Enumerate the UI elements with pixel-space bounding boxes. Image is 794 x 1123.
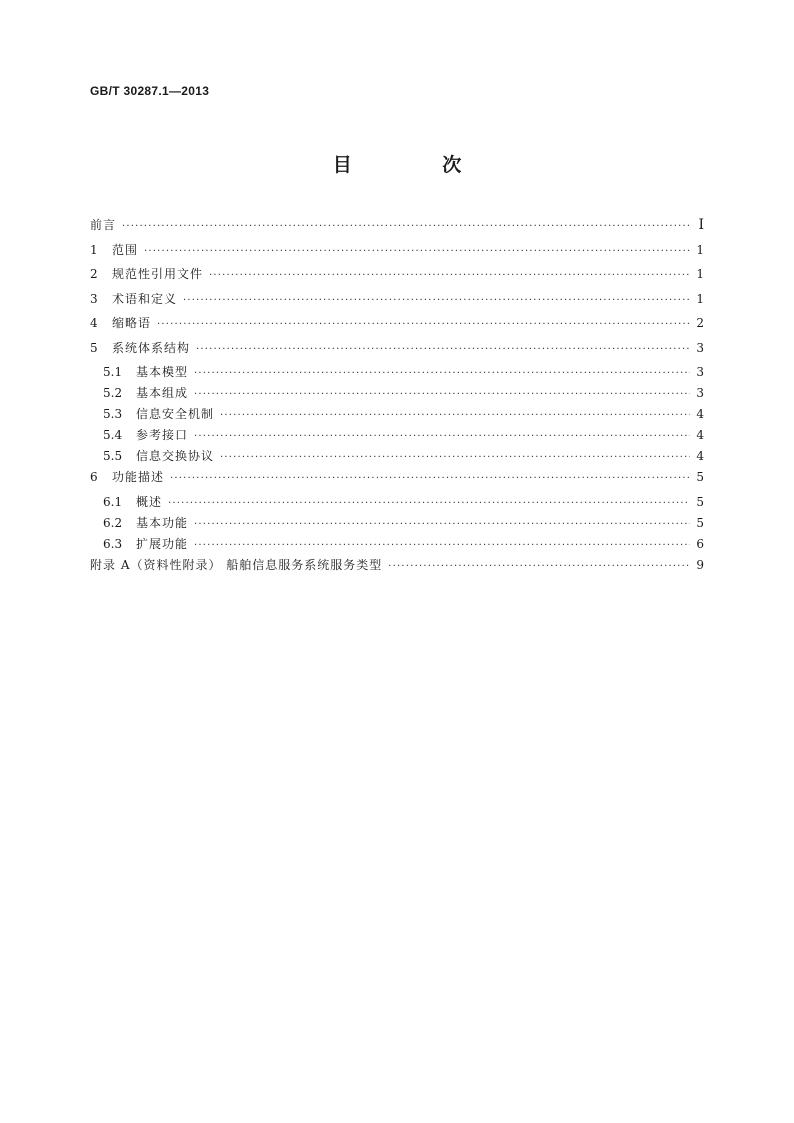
- toc-entry-page: 4: [696, 428, 704, 442]
- dot-leader: [388, 561, 690, 572]
- toc-entry-5-1[interactable]: [90, 363, 704, 384]
- toc-entry-4[interactable]: [90, 314, 704, 339]
- toc-entry-page: 2: [696, 316, 704, 330]
- toc-entry-1[interactable]: [90, 241, 704, 266]
- toc-entry-number: 5.3: [103, 407, 123, 421]
- toc-entry-foreword[interactable]: [90, 216, 704, 241]
- toc-entry-label: 基本功能: [136, 515, 189, 530]
- toc-entry-label: 基本组成: [136, 386, 189, 400]
- toc-entry-page: 1: [696, 242, 704, 257]
- dot-leader: [194, 519, 690, 530]
- toc-entry-number: 6.1: [103, 494, 123, 509]
- toc-entry-6-2[interactable]: [90, 514, 704, 535]
- dot-leader: [194, 368, 690, 379]
- toc-entry-5-5[interactable]: [90, 447, 704, 468]
- toc-entry-number: 6.3: [103, 536, 123, 551]
- toc-entry-page: 3: [696, 386, 704, 400]
- dot-leader: [220, 410, 690, 421]
- toc-entry-page: 3: [696, 340, 704, 355]
- toc-entry-page: 1: [696, 291, 704, 306]
- toc-entry-label: 扩展功能: [136, 536, 189, 551]
- toc-entry-number: 1: [90, 242, 98, 257]
- toc-entry-number: 2: [90, 267, 98, 281]
- dot-leader: [194, 431, 690, 442]
- toc-entry-number: 3: [90, 291, 98, 306]
- toc-entry-5[interactable]: [90, 339, 704, 364]
- toc-entry-number: 6.2: [103, 515, 123, 530]
- toc-entry-number: 5.5: [103, 449, 123, 463]
- toc-entry-number: 5.2: [103, 386, 123, 400]
- toc-entry-page: 4: [696, 407, 704, 421]
- toc-entry-label: 系统体系结构: [112, 340, 191, 355]
- toc-entry-label: 信息安全机制: [136, 407, 215, 421]
- toc-entry-page: 1: [696, 267, 704, 281]
- toc-entry-label: 概述: [136, 494, 163, 509]
- toc-entry-page: 4: [696, 449, 704, 463]
- toc-entry-label: 缩略语: [112, 316, 152, 330]
- toc-entry-number: 5.1: [103, 365, 123, 379]
- toc-entry-3[interactable]: [90, 290, 704, 315]
- toc-entry-label: 范围: [112, 242, 139, 257]
- toc-entry-page: 3: [696, 365, 704, 379]
- toc-entry-label: 前言: [90, 218, 117, 232]
- toc-entry-label: 术语和定义: [112, 291, 178, 306]
- toc-entry-label: 规范性引用文件: [112, 267, 204, 281]
- dot-leader: [157, 319, 690, 330]
- toc-entry-label: 信息交换协议: [136, 449, 215, 463]
- dot-leader: [194, 389, 690, 400]
- standard-code: GB/T 30287.1—2013: [90, 84, 210, 98]
- toc-entry-number: 4: [90, 316, 98, 330]
- toc-entry-5-2[interactable]: [90, 384, 704, 405]
- dot-leader: [220, 452, 690, 463]
- dot-leader: [144, 246, 690, 257]
- toc-entry-number: 5: [90, 340, 98, 355]
- toc-entry-label: 基本模型: [136, 365, 189, 379]
- toc-entry-annex-a[interactable]: [90, 556, 704, 581]
- toc-title: 目 次: [332, 154, 504, 176]
- toc-entry-6-1[interactable]: [90, 493, 704, 514]
- dot-leader: [170, 473, 690, 484]
- toc-entry-label: 功能描述: [112, 470, 165, 484]
- dot-leader: [196, 344, 690, 355]
- toc-entry-page: I: [698, 217, 704, 233]
- toc-entry-5-4[interactable]: [90, 426, 704, 447]
- dot-leader: [122, 221, 692, 232]
- dot-leader: [209, 270, 690, 281]
- dot-leader: [194, 540, 690, 551]
- toc-entry-page: 6: [696, 536, 704, 551]
- toc-entry-label: 附录 A（资料性附录） 船舶信息服务系统服务类型: [90, 557, 383, 572]
- toc-entry-page: 5: [696, 515, 704, 530]
- dot-leader: [183, 295, 690, 306]
- table-of-contents: [90, 216, 704, 580]
- toc-entry-6[interactable]: [90, 468, 704, 493]
- toc-entry-page: 5: [696, 494, 704, 509]
- toc-entry-page: 9: [696, 557, 704, 572]
- toc-entry-page: 5: [696, 470, 704, 484]
- toc-entry-5-3[interactable]: [90, 405, 704, 426]
- toc-entry-2[interactable]: [90, 265, 704, 290]
- dot-leader: [168, 498, 690, 509]
- toc-entry-number: 5.4: [103, 428, 123, 442]
- toc-entry-number: 6: [90, 470, 98, 484]
- toc-entry-label: 参考接口: [136, 428, 189, 442]
- toc-entry-6-3[interactable]: [90, 535, 704, 556]
